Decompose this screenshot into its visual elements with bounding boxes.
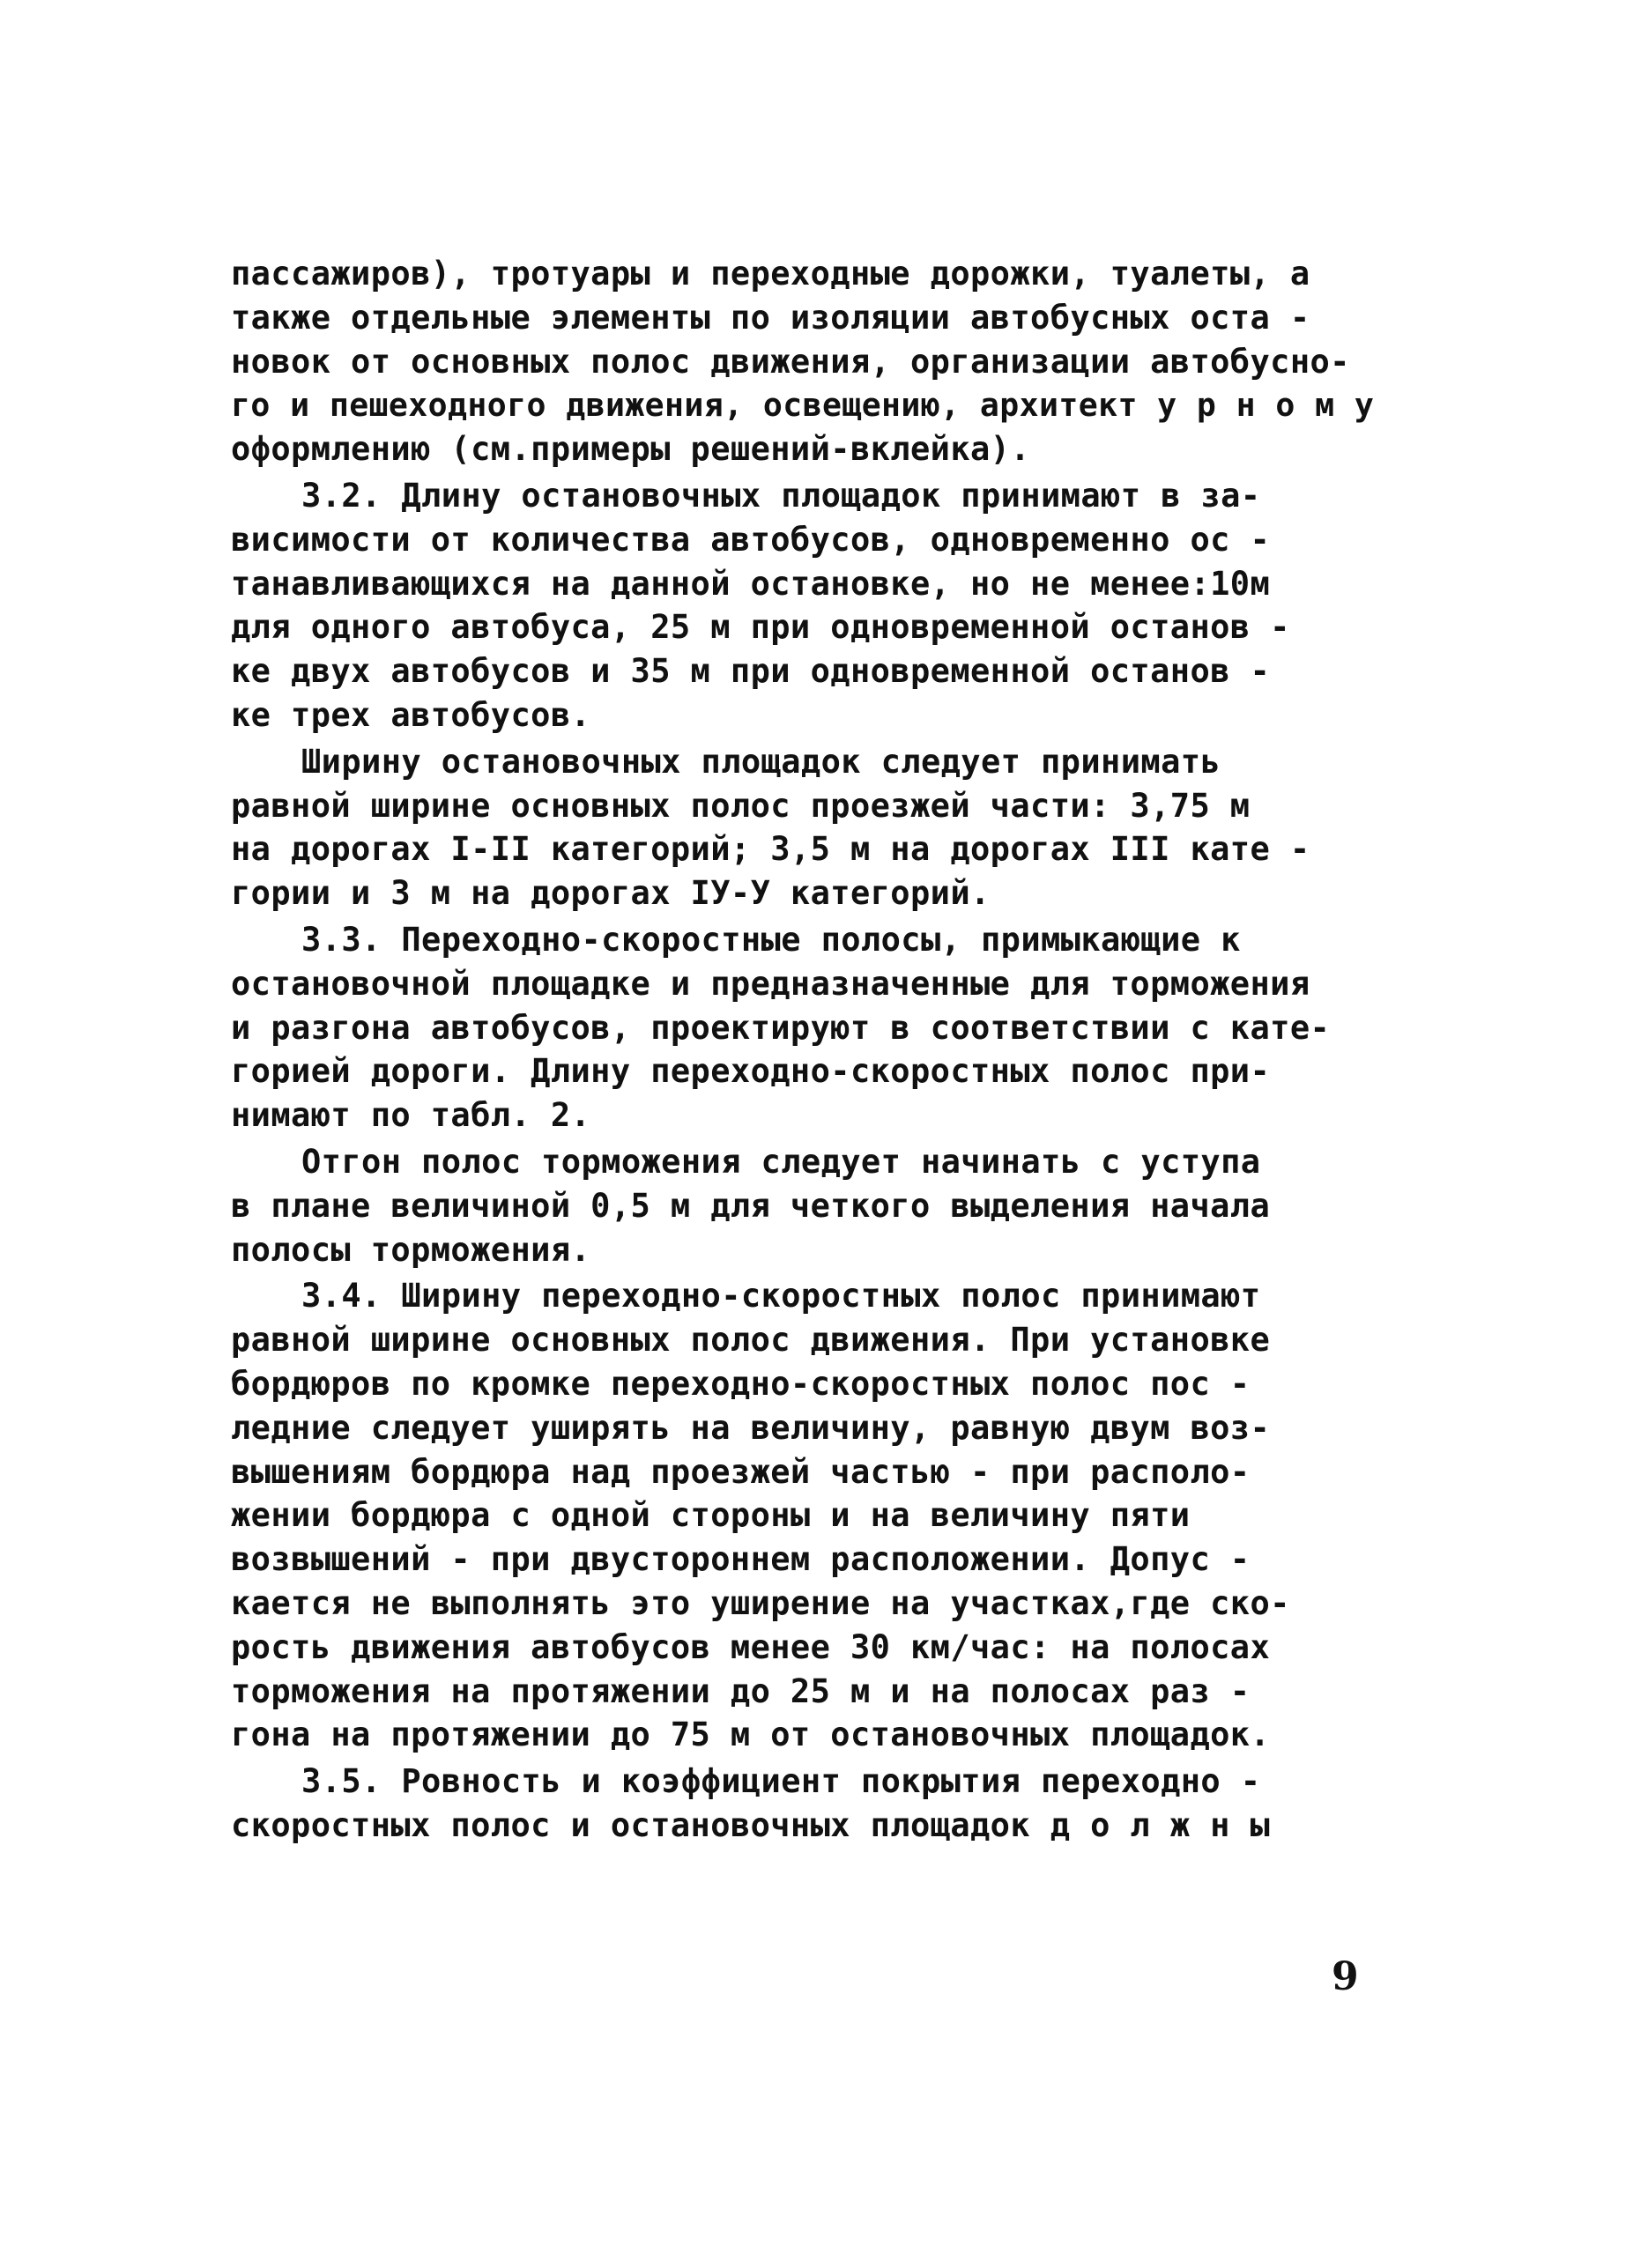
paragraph-start: Ширину остановочных площадок следует принимать — [301, 742, 1221, 781]
text-line: ке трех автобусов. — [231, 695, 591, 734]
section-3-2-start: 3.2. Длину остановочных площадок принимают в за- — [301, 476, 1261, 515]
text-line: для одного автобуса, 25 м при одновременной останов - — [231, 608, 1290, 647]
body-text — [231, 252, 1385, 1848]
text-line: жении бордюра с одной стороны и на величину пяти — [231, 1496, 1191, 1535]
text-line: остановочной площадке и предназначенные для торможения — [231, 964, 1310, 1003]
page-number: 9 — [1332, 1954, 1359, 1999]
text-line: рость движения автобусов менее 30 км/час: на полосах — [231, 1627, 1271, 1666]
text-line: пассажиров), тротуары и переходные дорожки, туалеты, а — [231, 255, 1310, 293]
text-line: также отдельные элементы по изоляции автобусных оста - — [231, 298, 1310, 337]
paragraph-start: Отгон полос торможения следует начинать с уступа — [301, 1142, 1261, 1181]
text-line: равной ширине основных полос проезжей части: 3,75 м — [231, 786, 1251, 825]
text-line: на дорогах I-II категорий; 3,5 м на дорогах III кате - — [231, 830, 1310, 869]
text-line: скоростных полос и остановочных площадок д о л ж н ы — [231, 1805, 1271, 1844]
text-line: ке двух автобусов и 35 м при одновременной останов - — [231, 652, 1271, 691]
text-line: и разгона автобусов, проектируют в соответствии с кате- — [231, 1008, 1331, 1047]
text-line: горией дороги. Длину переходно-скоростных полос при- — [231, 1052, 1271, 1091]
text-line: в плане величиной 0,5 м для четкого выделения начала — [231, 1186, 1271, 1225]
text-line: полосы торможения. — [231, 1230, 591, 1269]
text-line: кается не выполнять это уширение на участках,где ско- — [231, 1583, 1290, 1622]
text-line: оформлению (см.примеры решений-вклейка). — [231, 430, 1031, 469]
text-line: гона на протяжении до 75 м от остановочных площадок. — [231, 1716, 1271, 1754]
text-line: ледние следует уширять на величину, равную двум воз- — [231, 1408, 1271, 1447]
text-line: танавливающихся на данной остановке, но не менее:10м — [231, 564, 1271, 603]
text-line: висимости от количества автобусов, одновременно ос - — [231, 520, 1271, 559]
text-line: новок от основных полос движения, организации автобусно- — [231, 342, 1350, 381]
section-3-4-start: 3.4. Ширину переходно-скоростных полос принимают — [301, 1277, 1261, 1316]
text-line: бордюров по кромке переходно-скоростных полос пос - — [231, 1364, 1251, 1403]
section-3-3-start: 3.3. Переходно-скоростные полосы, примыкающие к — [301, 920, 1241, 959]
text-line: равной ширине основных полос движения. При установке — [231, 1321, 1271, 1360]
section-3-5-start: 3.5. Ровность и коэффициент покрытия переходно - — [301, 1762, 1261, 1801]
text-line: торможения на протяжении до 25 м и на полосах раз - — [231, 1671, 1251, 1710]
text-line: гории и 3 м на дорогах IУ-У категорий. — [231, 874, 991, 913]
text-line: нимают по табл. 2. — [231, 1096, 591, 1135]
text-line: го и пешеходного движения, освещению, архитект у р н о м у — [231, 386, 1375, 425]
text-line: возвышений - при двустороннем расположении. Допус - — [231, 1540, 1251, 1579]
text-line: вышениям бордюра над проезжей частью - при располо- — [231, 1452, 1251, 1491]
